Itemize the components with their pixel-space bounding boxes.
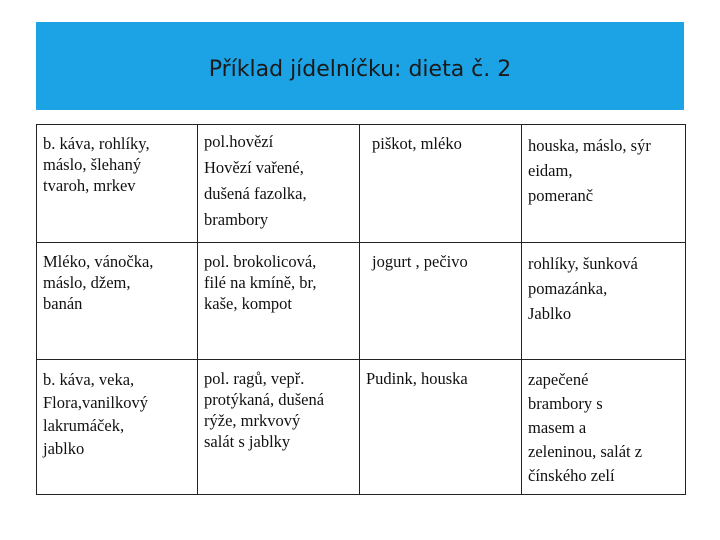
table-cell: [198, 243, 360, 360]
table-cell: [360, 243, 522, 360]
table-cell: [198, 360, 360, 495]
table-cell: [522, 125, 686, 243]
table-cell: [522, 243, 686, 360]
table-cell: [360, 360, 522, 495]
table-cell: [37, 360, 198, 495]
cell-text: b. káva, veka, Flora,vanilkový lakrumáček, jablko: [43, 370, 148, 458]
page-title: Příklad jídelníčku: dieta č. 2: [208, 56, 512, 82]
table-row: [37, 360, 686, 495]
title-banner: [36, 22, 684, 110]
cell-text: pol.hovězí Hovězí vařené, dušená fazolka, brambory: [204, 132, 307, 229]
table-cell: [360, 125, 522, 243]
cell-text: pol. ragů, vepř. protýkaná, dušená rýže, mrkvový salát s jablky: [204, 369, 325, 451]
cell-text: jogurt , pečivo: [372, 252, 468, 271]
cell-text: rohlíky, šunková pomazánka, Jablko: [528, 254, 638, 323]
cell-text: Mléko, vánočka, máslo, džem, banán: [43, 252, 154, 313]
cell-text: houska, máslo, sýr eidam, pomeranč: [528, 136, 651, 205]
cell-text: b. káva, rohlíky, máslo, šlehaný tvaroh, mrkev: [43, 134, 150, 195]
menu-table: [36, 124, 686, 495]
cell-text: piškot, mléko: [372, 134, 462, 153]
cell-text: zapečené brambory s masem a zeleninou, salát z čínského zelí: [528, 370, 643, 485]
cell-text: Pudink, houska: [366, 369, 468, 388]
table-cell: [37, 125, 198, 243]
table-row: [37, 125, 686, 243]
table-row: [37, 243, 686, 360]
table-cell: [522, 360, 686, 495]
table-cell: [198, 125, 360, 243]
cell-text: pol. brokolicová, filé na kmíně, br, kaše, kompot: [204, 252, 317, 313]
table-cell: [37, 243, 198, 360]
